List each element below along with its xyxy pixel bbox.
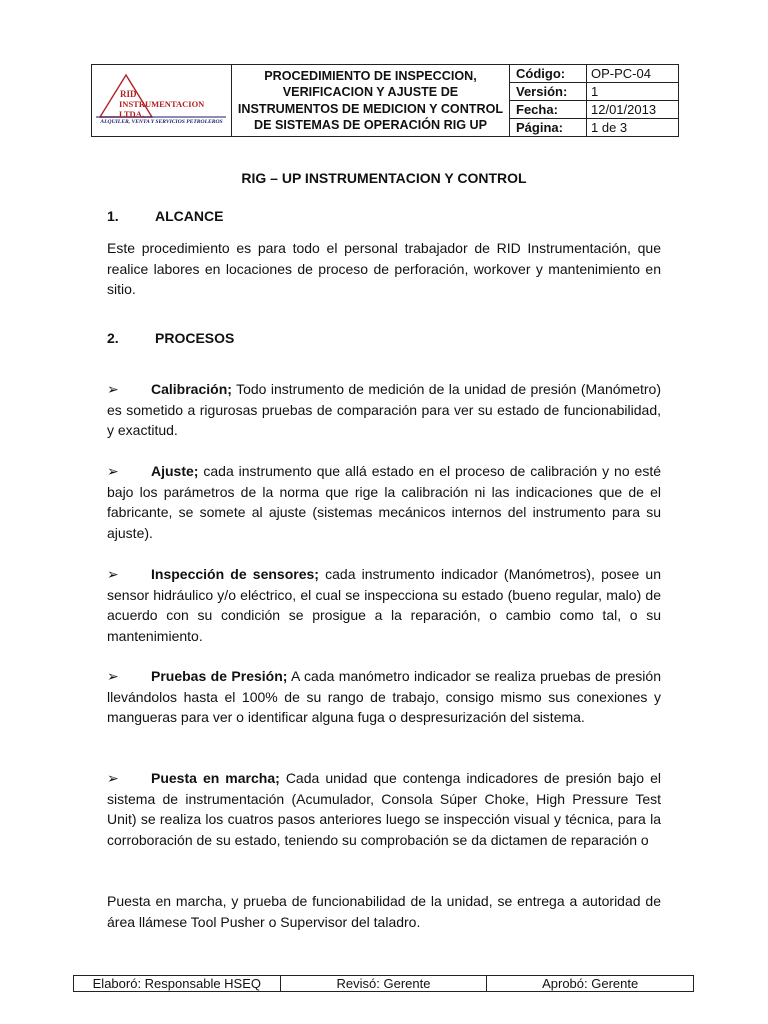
closing-paragraph: Puesta en marcha, y prueba de funcionabilidad de la unidad, se entrega a autoridad de área llámese Tool Pusher o Supervisor del taladro.	[107, 893, 661, 930]
arrow-bullet-icon: ➢	[107, 770, 119, 786]
version-label: Versión:	[510, 83, 587, 101]
logo-cell	[92, 65, 232, 137]
section-number: 2.	[107, 330, 119, 346]
process-text: cada instrumento que allá estado en el proceso de calibración y no esté bajo los parámetros de la norma que rige la calibración ni las indicaciones que de el fabricante, se somete al ajuste (sistemas mecánicos internos del instrumento para su ajuste).	[107, 463, 661, 541]
elaboro-cell: Elaboró: Responsable HSEQ	[74, 976, 281, 992]
title-line: VERIFICACION Y AJUSTE DE	[282, 85, 459, 99]
procedure-title	[232, 65, 510, 137]
reviso-cell: Revisó: Gerente	[280, 976, 487, 992]
alcance-paragraph: Este procedimiento es para todo el personal trabajador de RID Instrumentación, que realice labores en locaciones de proceso de perforación, workover y mantenimiento en sitio.	[107, 240, 661, 297]
section-title: ALCANCE	[155, 208, 224, 224]
document-header	[91, 64, 679, 137]
title-line: INSTRUMENTOS DE MEDICION Y CONTROL	[237, 101, 504, 116]
process-term: Pruebas de Presión;	[151, 668, 288, 684]
section-number: 1.	[107, 208, 119, 224]
document-title: RIG – UP INSTRUMENTACION Y CONTROL	[241, 170, 527, 186]
arrow-bullet-icon: ➢	[107, 381, 119, 397]
title-line: PROCEDIMIENTO DE INSPECCION,	[264, 68, 477, 83]
approval-footer	[73, 975, 694, 992]
process-item	[107, 379, 661, 441]
arrow-bullet-icon: ➢	[107, 566, 119, 582]
version-value: 1	[587, 83, 679, 101]
logo-rid: RID	[120, 88, 137, 99]
aprobo-cell: Aprobó: Gerente	[487, 976, 694, 992]
company-logo	[92, 67, 231, 135]
process-term: Ajuste;	[151, 463, 199, 479]
code-value: OP-PC-04	[587, 65, 679, 83]
logo-tagline: ALQUILER, VENTA Y SERVICIOS PETROLEROS	[100, 118, 223, 125]
process-text: cada instrumento indicador (Manómetros), posee un sensor hidráulico y/o eléctrico, el cual se inspecciona su estado (bueno regular, malo) de acuerdo con su condición se prosigue a la reparación, o cambio como tal, o su mantenimiento.	[107, 566, 661, 644]
process-item	[107, 461, 661, 543]
arrow-bullet-icon: ➢	[107, 668, 119, 684]
logo-company-name: INSTRUMENTACION LTDA.	[119, 98, 205, 119]
process-item	[107, 768, 661, 850]
date-label: Fecha:	[510, 101, 587, 119]
process-text: Cada unidad que contenga indicadores de presión bajo el sistema de instrumentación (Acumulador, Consola Súper Choke, High Pressure Test Unit) se realiza los cuatros pasos anteriores luego se inspección visual y técnica, para la corroboración de su estado, teniendo su comprobación se da dictamen de reparación o	[107, 770, 661, 848]
process-text: A cada manómetro indicador se realiza pruebas de presión llevándolos hasta el 100% de su rango de trabajo, consigo mismo sus conexiones y mangueras para ver o identificar alguna fuga o despresurización del sistema.	[107, 668, 661, 725]
page-label: Página:	[510, 119, 587, 137]
section-title: PROCESOS	[155, 330, 235, 346]
process-term: Calibración;	[151, 381, 232, 397]
process-item	[107, 564, 661, 646]
page-value: 1 de 3	[587, 119, 679, 137]
process-text: Todo instrumento de medición de la unidad de presión (Manómetro) es sometido a rigurosas pruebas de comparación para ver su estado de funcionabilidad, y exactitud.	[107, 381, 661, 438]
arrow-bullet-icon: ➢	[107, 463, 119, 479]
process-term: Puesta en marcha;	[151, 770, 280, 786]
title-line: DE SISTEMAS DE OPERACIÓN RIG UP	[253, 118, 487, 132]
code-label: Código:	[510, 65, 587, 83]
date-value: 12/01/2013	[587, 101, 679, 119]
section-heading-alcance	[107, 208, 223, 224]
process-term: Inspección de sensores;	[151, 566, 319, 582]
section-heading-procesos	[107, 330, 234, 346]
process-item	[107, 666, 661, 728]
